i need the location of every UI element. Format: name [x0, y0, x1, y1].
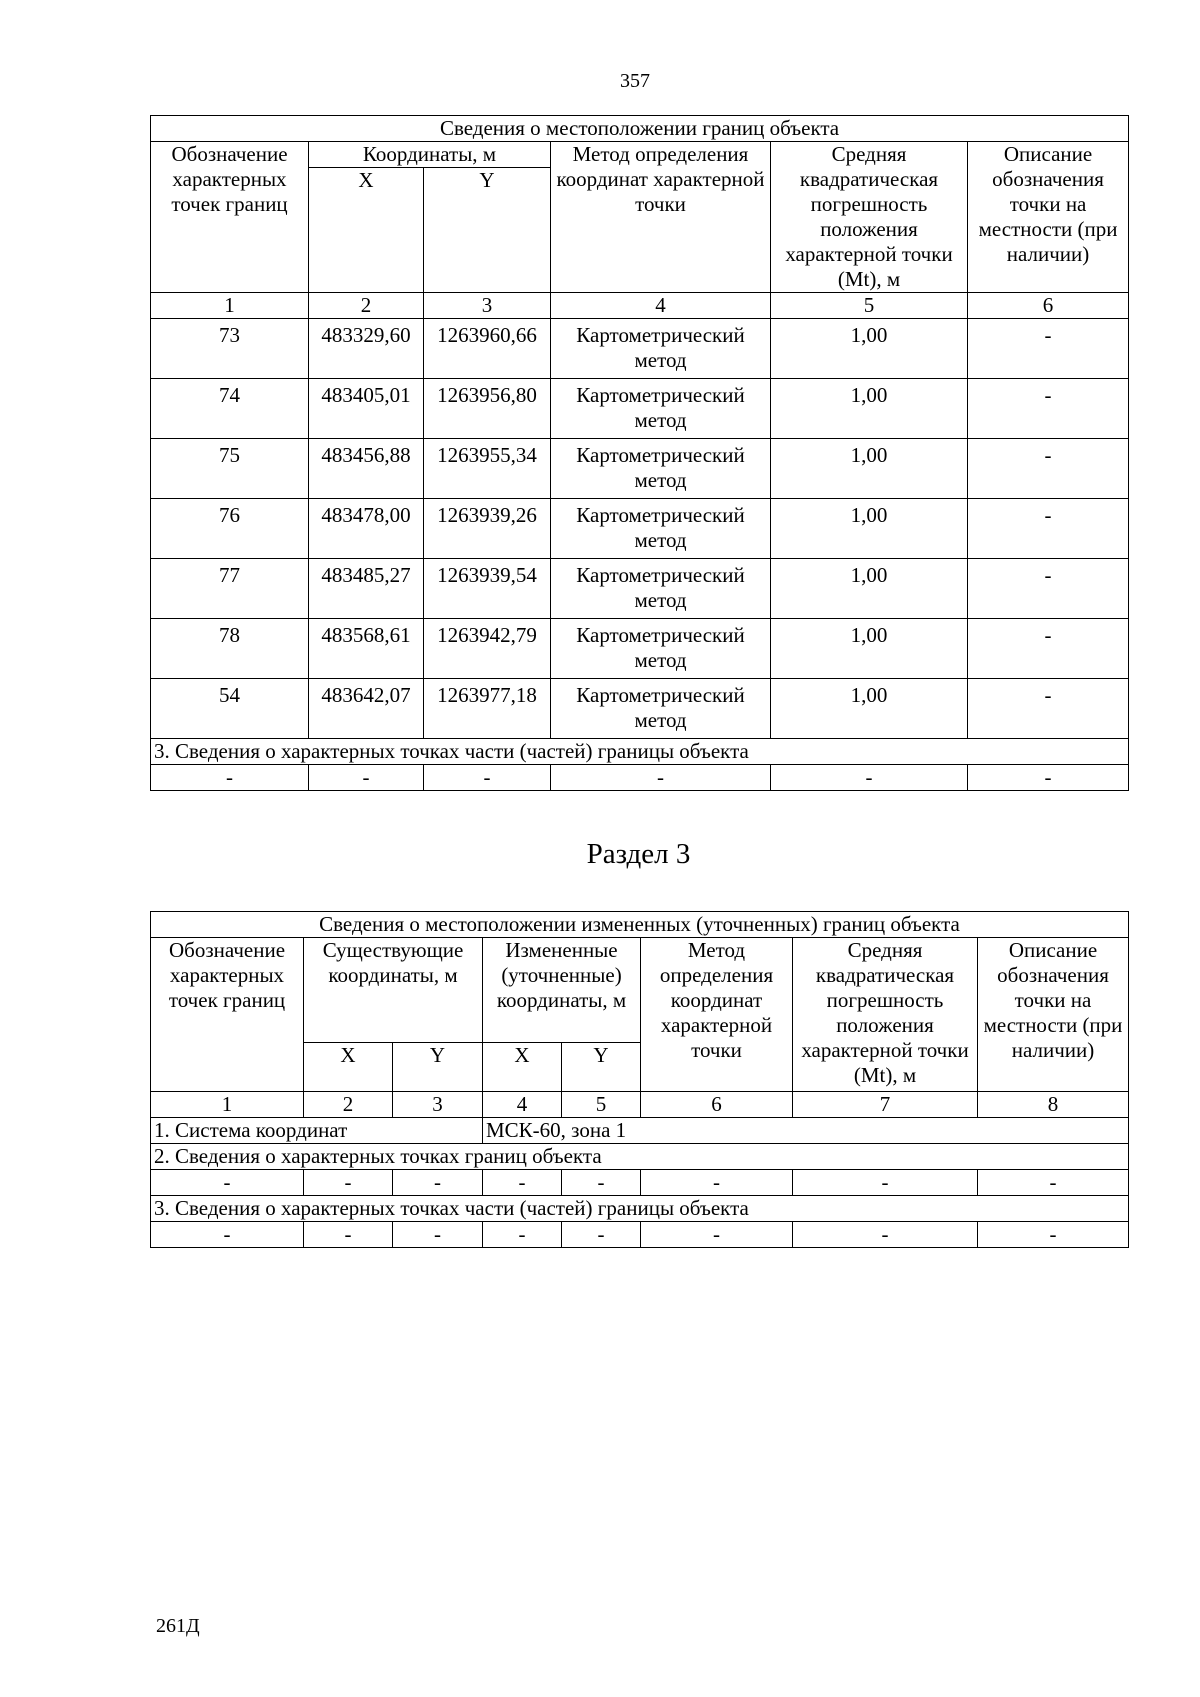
empty-cell: -	[562, 1222, 641, 1248]
point-id: 77	[151, 559, 309, 619]
table-row	[151, 1222, 1129, 1248]
empty-cell: -	[562, 1170, 641, 1196]
header-description: Описание обозначения точки на местности (при наличии)	[968, 142, 1129, 293]
point-id: 75	[151, 439, 309, 499]
empty-cell: -	[304, 1170, 393, 1196]
header-description: Описание обозначения точки на местности (при наличии)	[978, 938, 1129, 1092]
table-row	[151, 499, 1129, 559]
empty-cell: -	[968, 765, 1129, 791]
description: -	[968, 319, 1129, 379]
accuracy: 1,00	[771, 619, 968, 679]
coord-y: 1263942,79	[424, 619, 551, 679]
accuracy: 1,00	[771, 679, 968, 739]
accuracy: 1,00	[771, 439, 968, 499]
boundary-table	[150, 115, 1129, 791]
empty-cell: -	[978, 1222, 1129, 1248]
coord-x: 483642,07	[309, 679, 424, 739]
coord-y: 1263939,26	[424, 499, 551, 559]
col-number: 6	[641, 1092, 793, 1118]
header-existing-coords: Существующие координаты, м	[304, 938, 483, 1043]
point-id: 73	[151, 319, 309, 379]
coord-y: 1263939,54	[424, 559, 551, 619]
header-x: X	[309, 168, 424, 293]
section-3-label: 3. Сведения о характерных точках части (частей) границы объекта	[151, 1196, 1129, 1222]
coord-x: 483478,00	[309, 499, 424, 559]
header-changed-coords: Измененные (уточненные) координаты, м	[483, 938, 641, 1043]
section-2-label: 2. Сведения о характерных точках границ объекта	[151, 1144, 1129, 1170]
header-x: X	[304, 1043, 393, 1092]
header-method: Метод определения координат характерной точки	[641, 938, 793, 1092]
table-row	[151, 379, 1129, 439]
table-row	[151, 439, 1129, 499]
empty-cell: -	[641, 1222, 793, 1248]
description: -	[968, 439, 1129, 499]
table-title: Сведения о местоположении измененных (уточненных) границ объекта	[151, 912, 1129, 938]
method: Картометрический метод	[551, 499, 771, 559]
table-row	[151, 765, 1129, 791]
header-y: Y	[393, 1043, 483, 1092]
header-coordinates: Координаты, м	[309, 142, 551, 168]
method: Картометрический метод	[551, 619, 771, 679]
point-id: 78	[151, 619, 309, 679]
method: Картометрический метод	[551, 439, 771, 499]
header-y: Y	[562, 1043, 641, 1092]
empty-cell: -	[151, 1170, 304, 1196]
empty-cell: -	[393, 1222, 483, 1248]
coord-x: 483456,88	[309, 439, 424, 499]
table-row	[151, 559, 1129, 619]
point-id: 74	[151, 379, 309, 439]
coord-y: 1263977,18	[424, 679, 551, 739]
table-title: Сведения о местоположении границ объекта	[151, 116, 1129, 142]
empty-cell: -	[483, 1170, 562, 1196]
section-3-label: 3. Сведения о характерных точках части (частей) границы объекта	[151, 739, 1129, 765]
method: Картометрический метод	[551, 319, 771, 379]
accuracy: 1,00	[771, 499, 968, 559]
coord-x: 483405,01	[309, 379, 424, 439]
point-id: 76	[151, 499, 309, 559]
coord-system-value: МСК-60, зона 1	[483, 1118, 1129, 1144]
header-accuracy: Средняя квадратическая погрешность положения характерной точки (Mt), м	[793, 938, 978, 1092]
col-number: 8	[978, 1092, 1129, 1118]
header-point-designation: Обозначение характерных точек границ	[151, 142, 309, 293]
empty-cell: -	[304, 1222, 393, 1248]
coord-y: 1263960,66	[424, 319, 551, 379]
accuracy: 1,00	[771, 379, 968, 439]
table-row	[151, 619, 1129, 679]
document-code: 261Д	[156, 1615, 200, 1637]
header-point-designation: Обозначение характерных точек границ	[151, 938, 304, 1092]
description: -	[968, 499, 1129, 559]
empty-cell: -	[151, 765, 309, 791]
coord-x: 483329,60	[309, 319, 424, 379]
table-row	[151, 679, 1129, 739]
method: Картометрический метод	[551, 559, 771, 619]
description: -	[968, 559, 1129, 619]
header-method: Метод определения координат характерной точки	[551, 142, 771, 293]
point-id: 54	[151, 679, 309, 739]
coord-x: 483485,27	[309, 559, 424, 619]
description: -	[968, 619, 1129, 679]
section-title: Раздел 3	[586, 838, 691, 870]
empty-cell: -	[393, 1170, 483, 1196]
col-number: 4	[551, 293, 771, 319]
description: -	[968, 379, 1129, 439]
description: -	[968, 679, 1129, 739]
col-number: 3	[393, 1092, 483, 1118]
col-number: 7	[793, 1092, 978, 1118]
col-number: 1	[151, 293, 309, 319]
col-number: 2	[304, 1092, 393, 1118]
col-number: 4	[483, 1092, 562, 1118]
empty-cell: -	[793, 1222, 978, 1248]
empty-cell: -	[641, 1170, 793, 1196]
col-number: 6	[968, 293, 1129, 319]
col-number: 5	[562, 1092, 641, 1118]
method: Картометрический метод	[551, 379, 771, 439]
method: Картометрический метод	[551, 679, 771, 739]
empty-cell: -	[483, 1222, 562, 1248]
coord-y: 1263956,80	[424, 379, 551, 439]
changed-boundary-table	[150, 911, 1129, 1248]
col-number: 1	[151, 1092, 304, 1118]
coord-system-label: 1. Система координат	[151, 1118, 483, 1144]
header-accuracy: Средняя квадратическая погрешность положения характерной точки (Mt), м	[771, 142, 968, 293]
coord-x: 483568,61	[309, 619, 424, 679]
col-number: 5	[771, 293, 968, 319]
table-row	[151, 319, 1129, 379]
empty-cell: -	[424, 765, 551, 791]
col-number: 2	[309, 293, 424, 319]
accuracy: 1,00	[771, 559, 968, 619]
header-x: X	[483, 1043, 562, 1092]
header-y: Y	[424, 168, 551, 293]
empty-cell: -	[309, 765, 424, 791]
empty-cell: -	[551, 765, 771, 791]
page-number: 357	[620, 70, 650, 92]
coord-y: 1263955,34	[424, 439, 551, 499]
accuracy: 1,00	[771, 319, 968, 379]
table-row	[151, 1170, 1129, 1196]
empty-cell: -	[771, 765, 968, 791]
col-number: 3	[424, 293, 551, 319]
empty-cell: -	[978, 1170, 1129, 1196]
empty-cell: -	[793, 1170, 978, 1196]
empty-cell: -	[151, 1222, 304, 1248]
